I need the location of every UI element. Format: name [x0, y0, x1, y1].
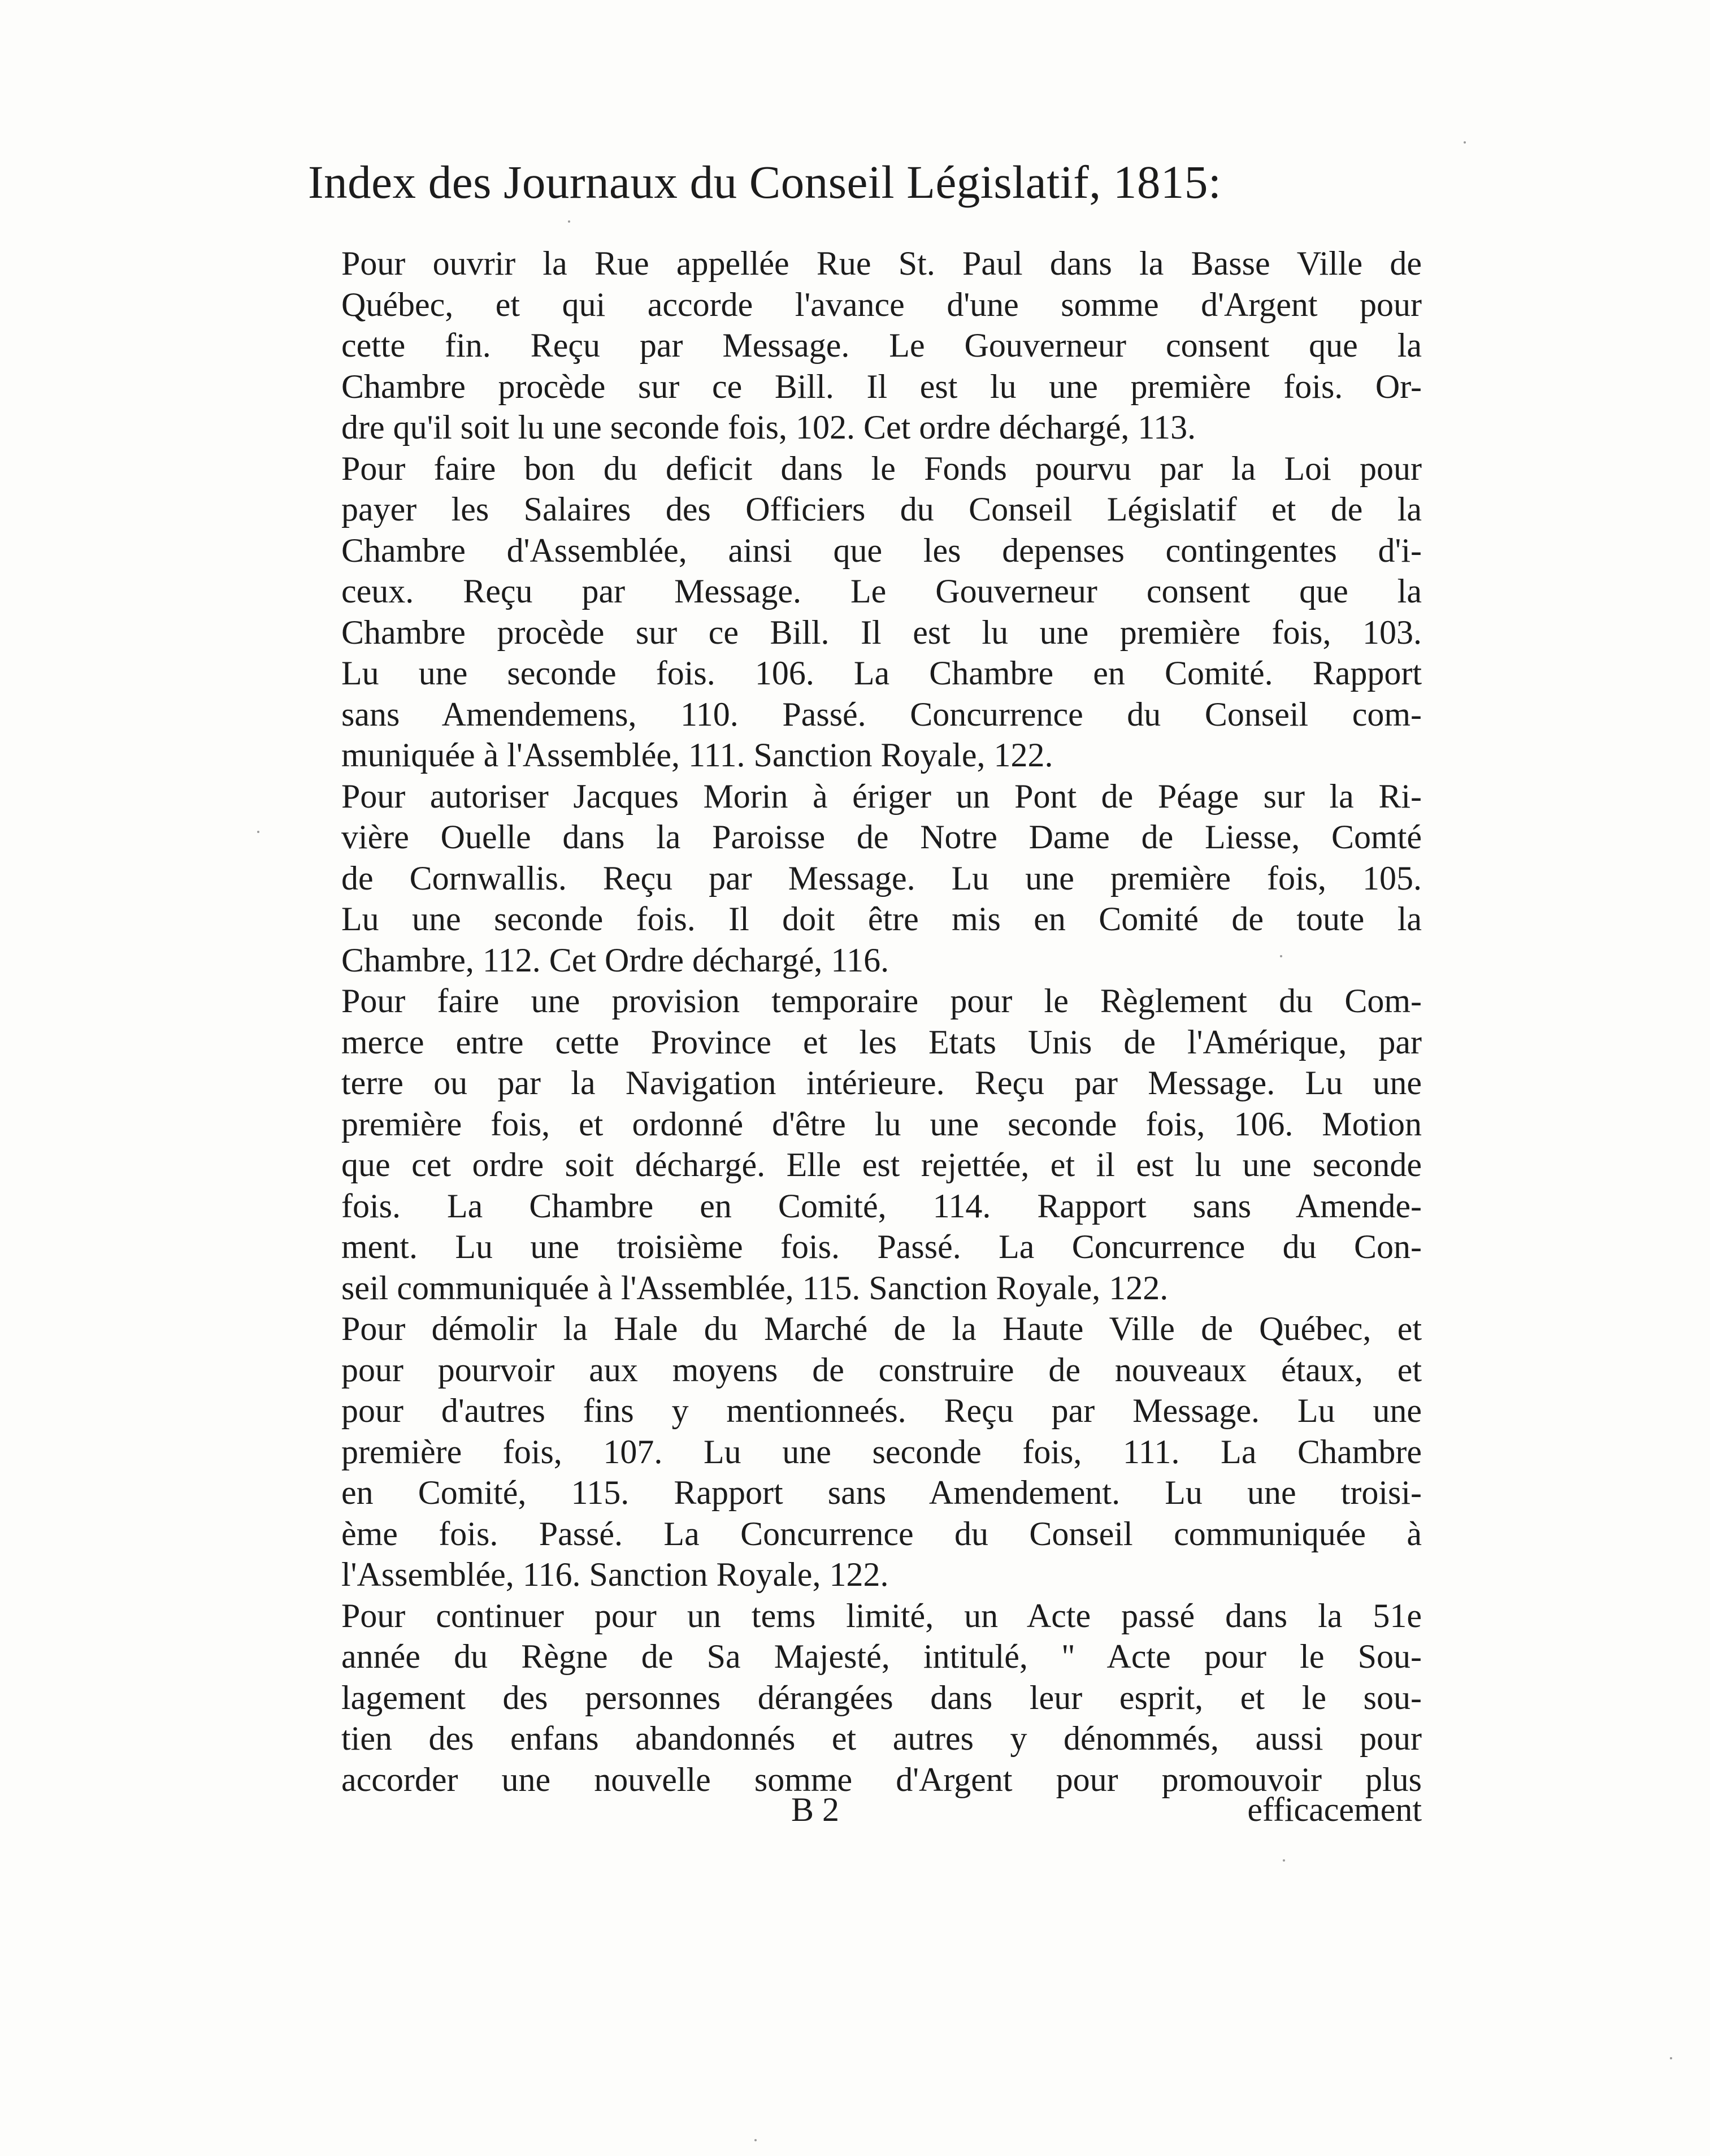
entry-line: dre qu'il soit lu une seconde fois, 102. Cet ordre déchargé, 113.	[341, 409, 1196, 446]
signature-mark: B 2	[791, 1791, 840, 1828]
index-entries	[341, 243, 1422, 1800]
entry-line: de Cornwallis. Reçu par Message. Lu une première fois, 105.	[341, 859, 1422, 897]
entry-line: muniquée à l'Assemblée, 111. Sanction Royale, 122.	[341, 736, 1053, 774]
entry-line: tien des enfans abandonnés et autres y dénommés, aussi pour	[341, 1720, 1422, 1757]
print-speck	[754, 2139, 757, 2141]
entry-line: vière Ouelle dans la Paroisse de Notre Dame de Liesse, Comté	[341, 818, 1422, 856]
entry-line: Pour autoriser Jacques Morin à ériger un Pont de Péage sur la Ri-	[341, 777, 1422, 815]
entry-line: pour d'autres fins y mentionneés. Reçu par Message. Lu une	[341, 1392, 1422, 1429]
entry-line: cette fin. Reçu par Message. Le Gouverneur consent que la	[341, 327, 1422, 364]
entry-line: Pour ouvrir la Rue appellée Rue St. Paul dans la Basse Ville de	[341, 245, 1422, 282]
index-entry-reglement-commerce	[341, 981, 1422, 1308]
entry-line: ment. Lu une troisième fois. Passé. La Concurrence du Con-	[341, 1228, 1422, 1265]
entry-line: terre ou par la Navigation intérieure. Reçu par Message. Lu une	[341, 1064, 1422, 1101]
entry-line: Chambre procède sur ce Bill. Il est lu une première fois. Or-	[341, 367, 1422, 405]
entry-line: merce entre cette Province et les Etats Unis de l'Amérique, par	[341, 1023, 1422, 1061]
entry-line: pour pourvoir aux moyens de construire de nouveaux étaux, et	[341, 1351, 1422, 1389]
entry-line: que cet ordre soit déchargé. Elle est rejettée, et il est lu une seconde	[341, 1146, 1422, 1183]
entry-line: Chambre d'Assemblée, ainsi que les depenses contingentes d'i-	[341, 531, 1422, 569]
print-speck	[1464, 141, 1466, 144]
entry-line: lagement des personnes dérangées dans leur esprit, et le sou-	[341, 1678, 1422, 1716]
entry-line: Québec, et qui accorde l'avance d'une somme d'Argent pour	[341, 285, 1422, 323]
index-entry-hale-du-marche	[341, 1308, 1422, 1595]
print-speck	[257, 831, 259, 833]
index-entry-rue-st-paul	[341, 243, 1422, 448]
entry-line: accorder une nouvelle somme d'Argent pour promouvoir plus	[341, 1760, 1422, 1798]
entry-line: l'Assemblée, 116. Sanction Royale, 122.	[341, 1556, 889, 1593]
print-speck	[1280, 955, 1282, 957]
print-speck	[568, 220, 570, 223]
entry-line: année du Règne de Sa Majesté, intitulé, " Acte pour le Sou-	[341, 1638, 1422, 1675]
entry-line: en Comité, 115. Rapport sans Amendement. Lu une troisi-	[341, 1474, 1422, 1511]
entry-line: première fois, 107. Lu une seconde fois, 111. La Chambre	[341, 1433, 1422, 1470]
entry-line: Pour faire bon du deficit dans le Fonds pourvu par la Loi pour	[341, 449, 1422, 487]
entry-line: Pour démolir la Hale du Marché de la Haute Ville de Québec, et	[341, 1310, 1422, 1347]
print-speck	[1670, 2057, 1672, 2059]
entry-line: Lu une seconde fois. Il doit être mis en Comité de toute la	[341, 900, 1422, 938]
index-entry-pont-de-peage	[341, 776, 1422, 981]
entry-line: première fois, et ordonné d'être lu une seconde fois, 106. Motion	[341, 1105, 1422, 1143]
entry-line: payer les Salaires des Officiers du Conseil Législatif et de la	[341, 491, 1422, 528]
entry-line: ème fois. Passé. La Concurrence du Conseil communiquée à	[341, 1515, 1422, 1552]
entry-line: fois. La Chambre en Comité, 114. Rapport sans Amende-	[341, 1187, 1422, 1225]
entry-line: Chambre, 112. Cet Ordre déchargé, 116.	[341, 941, 889, 979]
page-title: Index des Journaux du Conseil Législatif, 1815:	[308, 156, 1222, 208]
entry-line: Pour faire une provision temporaire pour le Règlement du Com-	[341, 982, 1422, 1020]
entry-line: sans Amendemens, 110. Passé. Concurrence du Conseil com-	[341, 695, 1422, 733]
entry-line: seil communiquée à l'Assemblée, 115. Sanction Royale, 122.	[341, 1269, 1169, 1307]
index-entry-soulagement	[341, 1595, 1422, 1801]
catchword: efficacement	[1247, 1791, 1422, 1828]
index-entry-deficit-fonds	[341, 448, 1422, 776]
entry-line: Pour continuer pour un tems limité, un Acte passé dans la 51e	[341, 1597, 1422, 1634]
entry-line: ceux. Reçu par Message. Le Gouverneur consent que la	[341, 572, 1422, 610]
entry-line: Lu une seconde fois. 106. La Chambre en Comité. Rapport	[341, 654, 1422, 692]
entry-line: Chambre procède sur ce Bill. Il est lu une première fois, 103.	[341, 613, 1422, 651]
print-speck	[1283, 1859, 1285, 1862]
